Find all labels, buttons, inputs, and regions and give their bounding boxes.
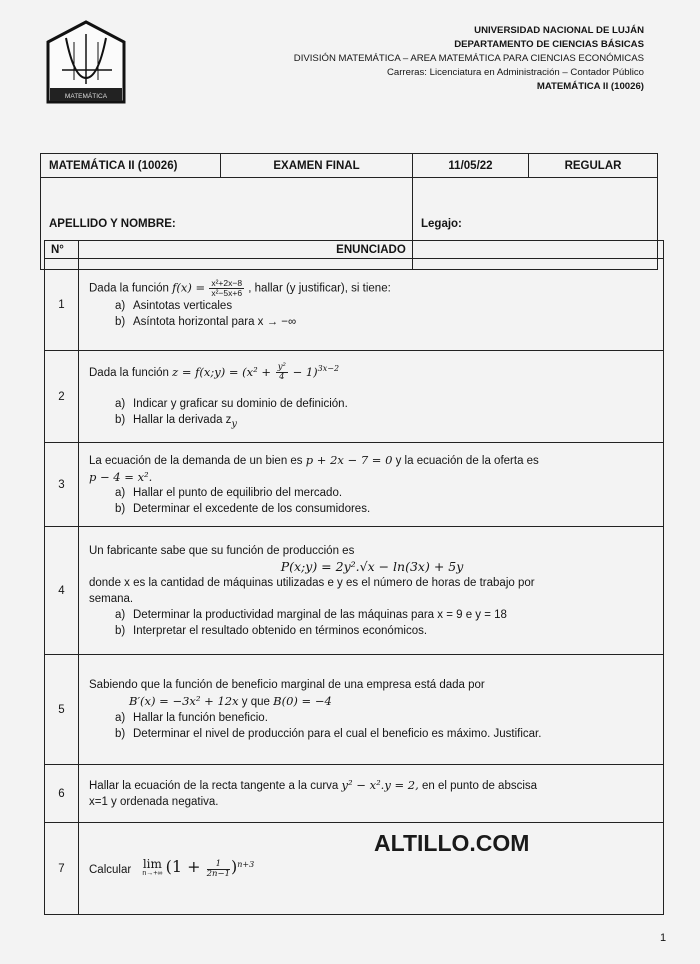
problem-number: 2 <box>45 351 79 443</box>
item-text: Determinar la productividad marginal de las máquinas para x = 9 e y = 18 <box>133 608 507 621</box>
problem-statement <box>79 655 664 765</box>
problem-statement <box>79 527 664 655</box>
problem-row <box>45 259 664 351</box>
problem-row <box>45 655 664 765</box>
demand-equation: p + 2x − 7 = 0 <box>305 453 393 467</box>
info-name-field: APELLIDO Y NOMBRE: <box>41 178 413 270</box>
item-subscript: y <box>231 418 237 430</box>
svg-text:MATEMÁTICA: MATEMÁTICA <box>64 93 108 100</box>
item-mark: b) <box>115 316 126 328</box>
item-mark: b) <box>115 503 126 515</box>
page-number: 1 <box>660 932 667 944</box>
item-mark: b) <box>115 624 126 637</box>
department-name: DEPARTAMENTO DE CIENCIAS BÁSICAS <box>454 39 644 50</box>
item-mark: a) <box>115 608 126 621</box>
university-logo <box>44 20 128 104</box>
problem-intro-tail: y la ecuación de la oferta es <box>395 455 539 467</box>
domain-formula: z = f(x;y) = (x² + $\frac{\text{y²}}{4}$ − 1)$^{3x-2}$ <box>172 362 340 383</box>
column-header-statement: ENUNCIADO <box>79 241 664 259</box>
function-fraction: $\frac{\text{x²+2x−8}}{\text{x²−5x+6}}$ <box>211 278 243 298</box>
problem-intro: Calcular <box>89 863 132 876</box>
item-mark: a) <box>115 398 126 411</box>
item-text: Hallar el punto de equilibrio del mercado. <box>133 487 343 499</box>
division-name: DIVISIÓN MATEMÁTICA – AREA MATEMÁTICA PARA CIENCIAS ECONÓMICAS <box>293 53 644 64</box>
problem-text: donde x es la cantidad de máquinas utilizadas e y es el número de horas de trabajo por <box>89 576 535 589</box>
item-text: Hallar la derivada z <box>133 414 232 427</box>
info-course: MATEMÁTICA II (10026) <box>41 154 221 178</box>
production-function: P(x;y) = 2y².√x − ln(3x) + 5y <box>280 558 464 574</box>
problems-table <box>44 240 664 915</box>
problem-row <box>45 765 664 823</box>
item-text: Determinar el excedente de los consumidores. <box>133 503 371 515</box>
info-exam-type: EXAMEN FINAL <box>221 154 413 178</box>
curve-equation: y² − x².y = 2, <box>341 778 419 792</box>
problem-intro: Hallar la ecuación de la recta tangente a la curva <box>89 780 339 792</box>
problem-number: 7 <box>45 823 79 915</box>
problem-statement <box>79 259 664 351</box>
watermark: ALTILLO.COM <box>374 830 530 856</box>
problem-text: semana. <box>89 592 134 605</box>
supply-equation: p − 4 = x². <box>89 470 153 484</box>
problem-text: y que <box>241 696 270 708</box>
item-mark: b) <box>115 728 126 740</box>
item-mark: a) <box>115 487 126 499</box>
initial-condition: B(0) = −4 <box>273 694 332 708</box>
item-text: Interpretar el resultado obtenido en términos económicos. <box>133 624 428 637</box>
problem-row <box>45 351 664 443</box>
problem-number: 5 <box>45 655 79 765</box>
problem-number: 3 <box>45 443 79 527</box>
item-text: Hallar la función beneficio. <box>133 712 268 724</box>
problem-intro: Dada la función <box>89 366 169 379</box>
problem-statement <box>79 351 664 443</box>
info-legajo-field: Legajo: <box>413 178 658 270</box>
item-mark: a) <box>115 300 126 312</box>
problem-intro-tail: en el punto de abscisa <box>421 780 538 792</box>
problem-statement <box>79 823 664 915</box>
column-header-number: N° <box>45 241 79 259</box>
item-text: Determinar el nivel de producción para el cual el beneficio es máximo. Justificar. <box>133 728 542 740</box>
problem-intro: Sabiendo que la función de beneficio marginal de una empresa está dada por <box>89 679 485 691</box>
marginal-profit-function: B′(x) = −3x² + 12x <box>129 694 239 708</box>
problem-row <box>45 823 664 915</box>
university-name: UNIVERSIDAD NACIONAL DE LUJÁN <box>474 25 644 36</box>
limit-operator: lim n→+∞ <box>142 857 163 878</box>
problem-number: 4 <box>45 527 79 655</box>
problem-row <box>45 527 664 655</box>
item-text: Asintotas verticales <box>133 300 233 312</box>
problem-intro-tail: , hallar (y justificar), si tiene: <box>248 282 391 295</box>
problem-row <box>45 443 664 527</box>
item-text: Indicar y graficar su dominio de definición. <box>133 398 348 411</box>
problem-statement <box>79 765 664 823</box>
careers-line: Carreras: Licenciatura en Administración – Contador Público <box>386 67 644 78</box>
item-mark: b) <box>115 414 126 427</box>
problem-number: 1 <box>45 259 79 351</box>
problem-text: x=1 y ordenada negativa. <box>89 796 219 808</box>
institution-header <box>294 24 644 94</box>
problem-statement <box>79 443 664 527</box>
info-condition: REGULAR <box>529 154 658 178</box>
problem-number: 6 <box>45 765 79 823</box>
item-mark: a) <box>115 712 126 724</box>
info-date: 11/05/22 <box>413 154 529 178</box>
limit-expression: (1 + $\frac{1}{2n-1}$ )$^{n+3}$ <box>165 857 255 879</box>
function-lhs: f(x) = <box>172 280 206 295</box>
item-text: Asíntota horizontal para x → −∞ <box>133 316 297 328</box>
problem-intro: La ecuación de la demanda de un bien es <box>89 455 303 467</box>
problem-intro: Dada la función <box>89 282 169 295</box>
course-name: MATEMÁTICA II (10026) <box>536 81 644 92</box>
problem-intro: Un fabricante sabe que su función de producción es <box>89 544 355 557</box>
